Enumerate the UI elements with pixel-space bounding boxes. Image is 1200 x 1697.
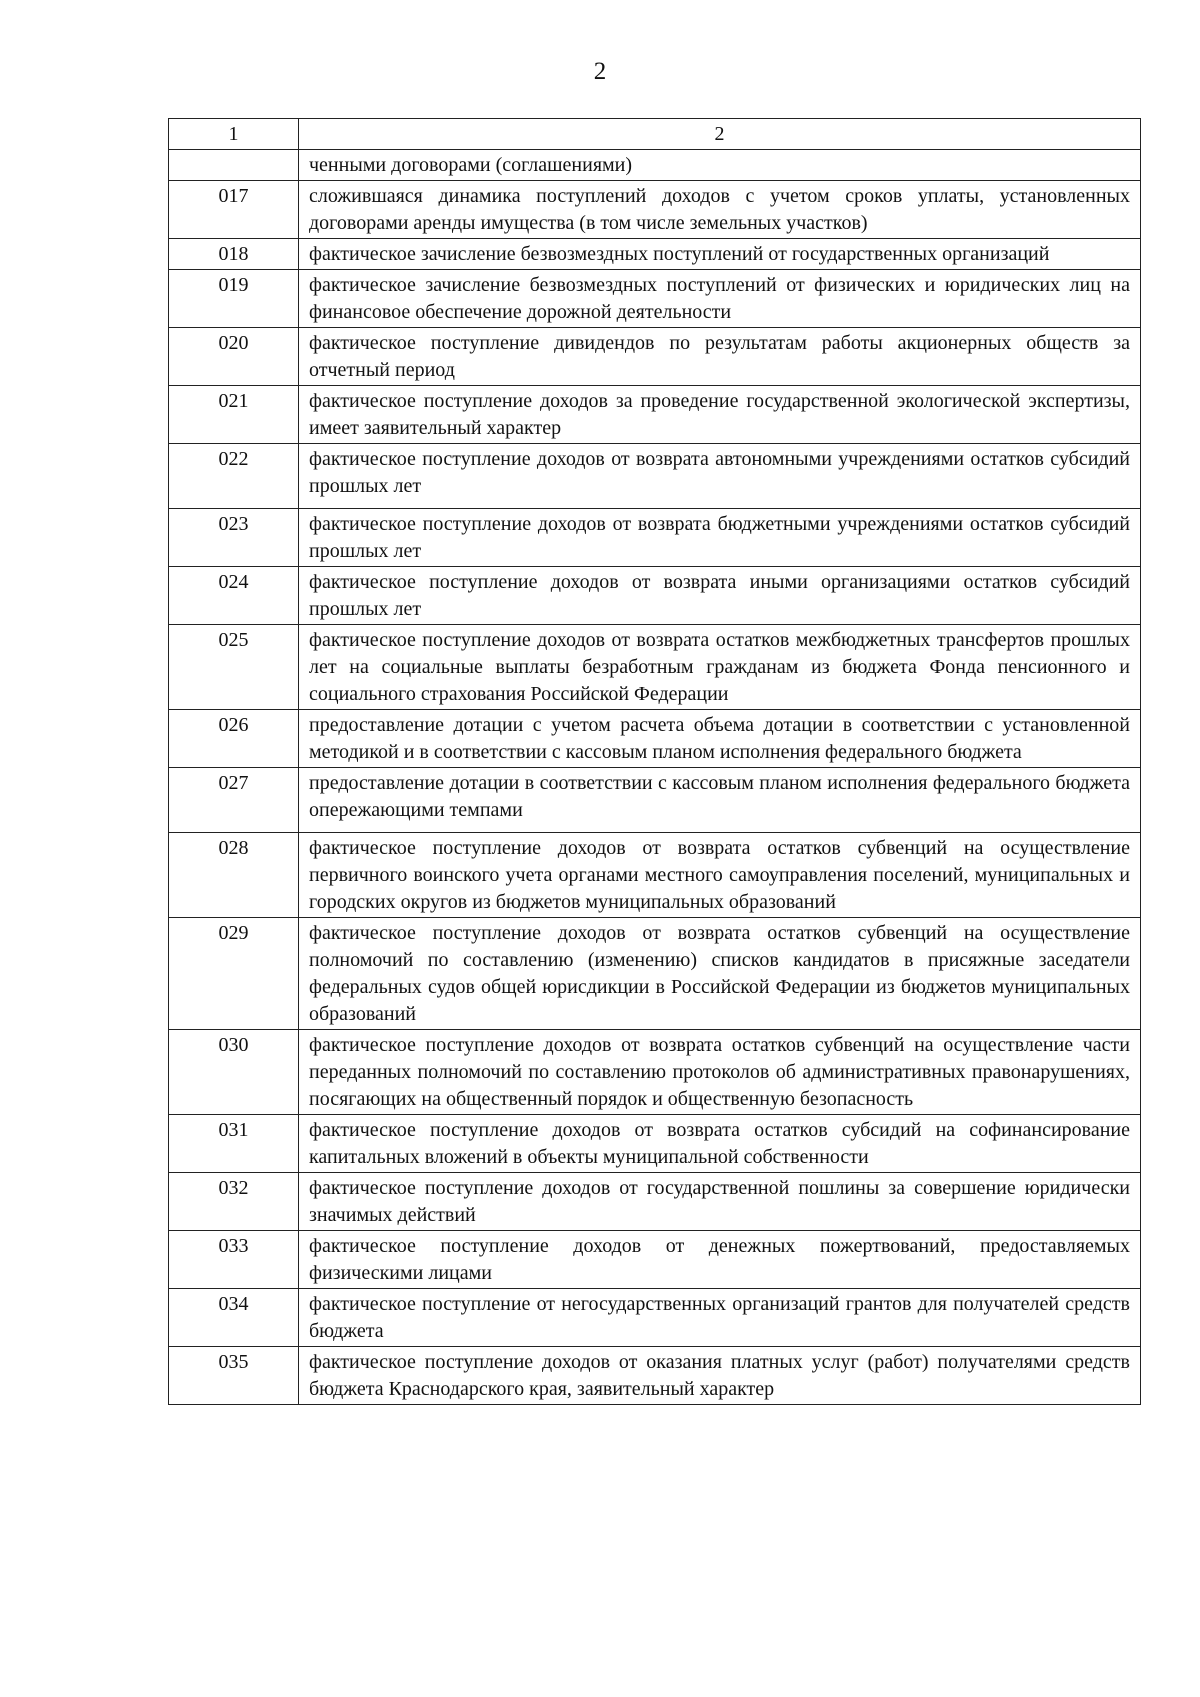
table-row [169,509,1141,567]
description-cell: сложившаяся динамика поступлений доходов с учетом сроков уплаты, установленных договорами аренды имущества (в том числе земельных участков) [299,181,1141,239]
description-cell: фактическое поступление доходов от государственной пошлины за совершение юридически значимых действий [299,1173,1141,1231]
code-cell-empty [169,150,299,181]
description-cell: фактическое поступление от негосударственных организаций грантов для получателей средств бюджета [299,1289,1141,1347]
table-row [169,1289,1141,1347]
description-cell: предоставление дотации с учетом расчета объема дотации в соответствии с установленной методикой и в соответствии с кассовым планом исполнения федерального бюджета [299,710,1141,768]
code-cell: 026 [169,710,299,768]
table-row [169,625,1141,710]
continuation-text: ченными договорами (соглашениями) [299,150,1141,181]
table-row [169,768,1141,833]
table-row [169,386,1141,444]
table-row [169,1173,1141,1231]
code-cell: 022 [169,444,299,509]
table-row-continuation [169,150,1141,181]
code-cell: 025 [169,625,299,710]
description-cell: фактическое поступление доходов от возврата бюджетными учреждениями остатков субсидий прошлых лет [299,509,1141,567]
table-row [169,444,1141,509]
code-cell: 031 [169,1115,299,1173]
table-row [169,567,1141,625]
code-cell: 034 [169,1289,299,1347]
code-cell: 030 [169,1030,299,1115]
description-cell: предоставление дотации в соответствии с кассовым планом исполнения федерального бюджета опережающими темпами [299,768,1141,833]
code-cell: 018 [169,239,299,270]
code-cell: 019 [169,270,299,328]
code-cell: 033 [169,1231,299,1289]
description-cell: фактическое поступление дивидендов по результатам работы акционерных обществ за отчетный период [299,328,1141,386]
description-cell: фактическое поступление доходов от возврата остатков субсидий на софинансирование капитальных вложений в объекты муниципальной собственности [299,1115,1141,1173]
table-row [169,270,1141,328]
description-cell: фактическое поступление доходов от оказания платных услуг (работ) получателями средств бюджета Краснодарского края, заявительный характер [299,1347,1141,1405]
description-cell: фактическое поступление доходов от возврата остатков межбюджетных трансфертов прошлых лет на социальные выплаты безработным гражданам из бюджета Фонда пенсионного и социального страхования Российской Федерации [299,625,1141,710]
table-header-row [169,119,1141,150]
description-cell: фактическое поступление доходов от возврата остатков субвенций на осуществление части переданных полномочий по составлению протоколов об административных правонарушениях, посягающих на общественный порядок и общественную безопасность [299,1030,1141,1115]
table-row [169,1347,1141,1405]
table-row [169,181,1141,239]
description-cell: фактическое поступление доходов от возврата остатков субвенций на осуществление полномочий по составлению (изменению) списков кандидатов в присяжные заседатели федеральных судов общей юрисдикции в Российской Федерации из бюджетов муниципальных образований [299,918,1141,1030]
description-cell: фактическое поступление доходов от возврата остатков субвенций на осуществление первичного воинского учета органами местного самоуправления поселений, муниципальных и городских округов из бюджетов муниципальных образований [299,833,1141,918]
description-cell: фактическое поступление доходов за проведение государственной экологической экспертизы, имеет заявительный характер [299,386,1141,444]
code-cell: 024 [169,567,299,625]
page-number: 2 [593,58,607,85]
code-cell: 020 [169,328,299,386]
table-row [169,1231,1141,1289]
code-cell: 029 [169,918,299,1030]
revenue-codes-table [168,118,1141,1405]
code-cell: 017 [169,181,299,239]
code-cell: 035 [169,1347,299,1405]
code-cell: 032 [169,1173,299,1231]
code-cell: 028 [169,833,299,918]
column-header-1: 1 [169,119,299,150]
description-cell: фактическое поступление доходов от возврата автономными учреждениями остатков субсидий прошлых лет [299,444,1141,509]
table-row [169,1115,1141,1173]
description-cell: фактическое поступление доходов от денежных пожертвований, предоставляемых физическими лицами [299,1231,1141,1289]
code-cell: 027 [169,768,299,833]
code-cell: 021 [169,386,299,444]
table-row [169,328,1141,386]
table-row [169,710,1141,768]
column-header-2: 2 [299,119,1141,150]
table-row [169,239,1141,270]
code-cell: 023 [169,509,299,567]
description-cell: фактическое поступление доходов от возврата иными организациями остатков субсидий прошлых лет [299,567,1141,625]
table-row [169,833,1141,918]
table-row [169,918,1141,1030]
table-row [169,1030,1141,1115]
description-cell: фактическое зачисление безвозмездных поступлений от государственных организаций [299,239,1141,270]
description-cell: фактическое зачисление безвозмездных поступлений от физических и юридических лиц на финансовое обеспечение дорожной деятельности [299,270,1141,328]
